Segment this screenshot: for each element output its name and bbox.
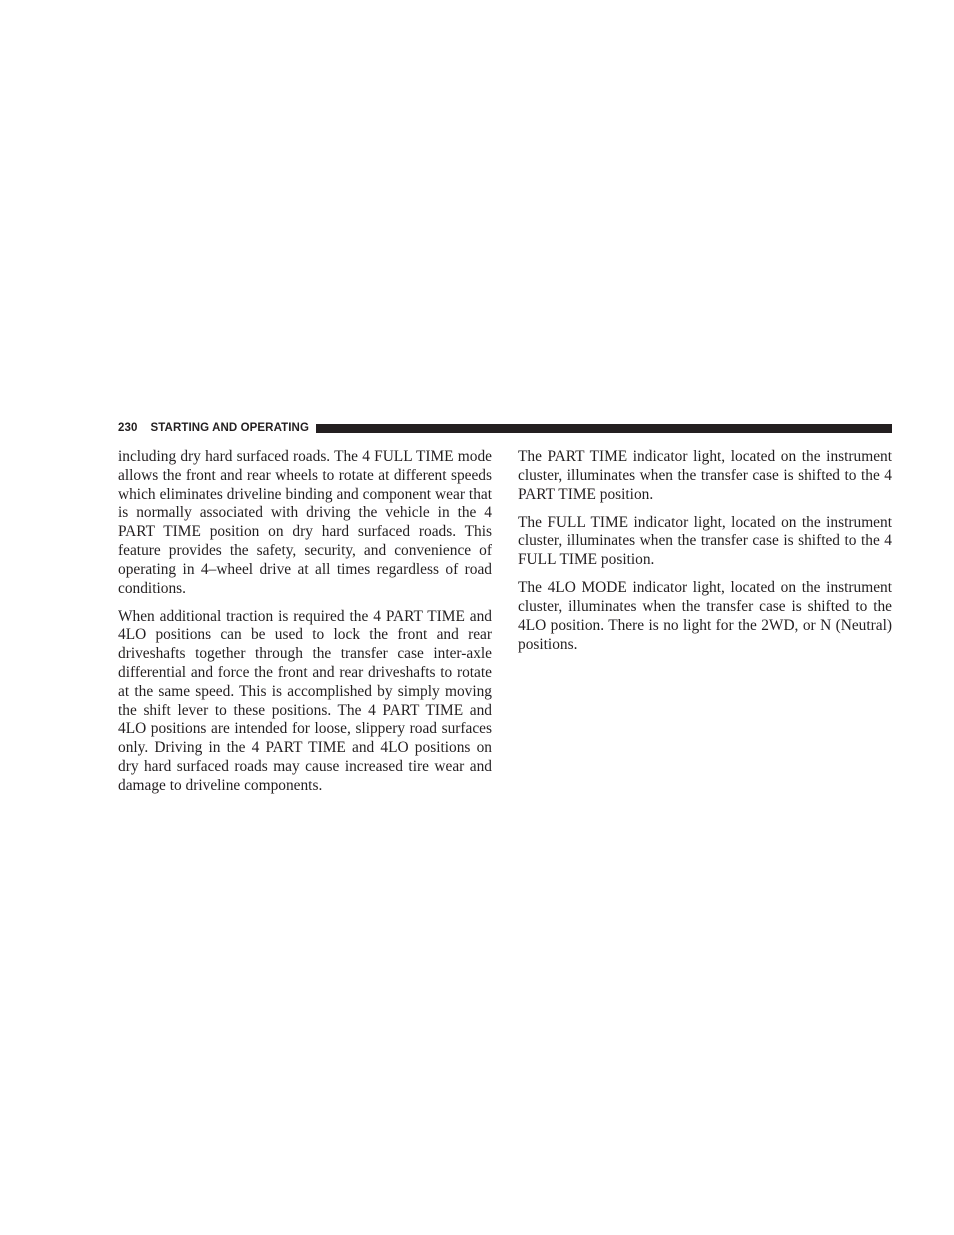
left-column <box>118 448 492 805</box>
paragraph-full-time-mode: including dry hard surfaced roads. The 4 FULL TIME mode allows the front and rear wheels to rotate at different speeds which eliminates driveline binding and component wear that is normally associated with driving the vehicle in the 4 PART TIME position on dry hard surfaced roads. This feature provides the safety, security, and convenience of operating in 4–wheel drive at all times regardless of road conditions. <box>118 448 492 597</box>
paragraph-additional-traction: When additional traction is required the 4 PART TIME and 4LO positions can be used to lock the front and rear driveshafts together through the transfer case inter-axle differential and force the front and rear driveshafts to rotate at the same speed. This is accomplished by simply moving the shift lever to these positions. The 4 PART TIME and 4LO positions are intended for loose, slippery road surfaces only. Driving in the 4 PART TIME and 4LO positions on dry hard surfaced roads may cause increased tire wear and damage to driveline components. <box>118 607 492 794</box>
header-rule <box>316 424 892 433</box>
section-title: STARTING AND OPERATING <box>150 422 310 434</box>
page-header <box>118 420 892 436</box>
right-column <box>518 448 892 664</box>
paragraph-full-time-indicator: The FULL TIME indicator light, located on the instrument cluster, illuminates when the transfer case is shifted to the 4 FULL TIME position. <box>518 513 892 569</box>
paragraph-4lo-mode-indicator: The 4LO MODE indicator light, located on the instrument cluster, illuminates when the transfer case is shifted to the 4LO position. There is no light for the 2WD, or N (Neutral) positions. <box>518 579 892 653</box>
paragraph-part-time-indicator: The PART TIME indicator light, located on the instrument cluster, illuminates when the transfer case is shifted to the 4 PART TIME position. <box>518 448 892 503</box>
page-number: 230 <box>118 422 138 434</box>
